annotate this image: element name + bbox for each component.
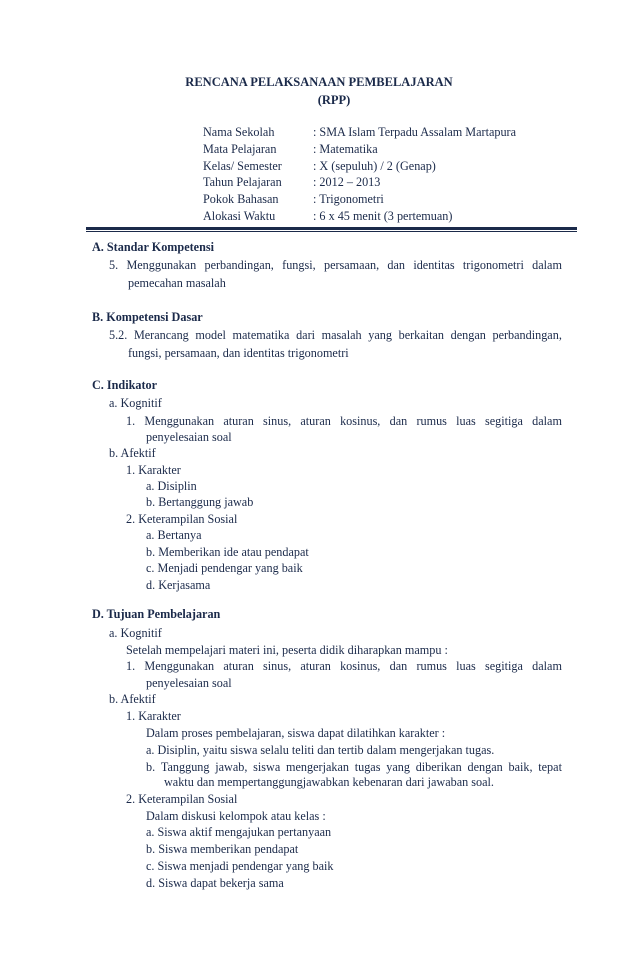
body-line: 2. Keterampilan Sosial xyxy=(126,512,238,526)
body-line: penyelesaian soal xyxy=(146,676,232,690)
body-line: a. Bertanya xyxy=(146,528,202,542)
section-heading: B. Kompetensi Dasar xyxy=(92,310,203,324)
word: Menggunakan xyxy=(126,258,197,272)
body-line: c. Menjadi pendengar yang baik xyxy=(146,561,303,575)
word: Merancang xyxy=(133,328,189,342)
word: dalam xyxy=(532,414,562,428)
word: aturan xyxy=(300,414,331,428)
word: berkaitan xyxy=(398,328,444,342)
info-row xyxy=(203,174,516,191)
body-line: a. Disiplin xyxy=(146,479,197,493)
document-title: RENCANA PELAKSANAAN PEMBELAJARAN xyxy=(185,75,453,89)
info-label: Pokok Bahasan xyxy=(203,192,279,207)
word: dan xyxy=(387,258,406,272)
word: model xyxy=(195,328,226,342)
body-line: a. Kognitif xyxy=(109,396,162,410)
body-line: b. Memberikan ide atau pendapat xyxy=(146,545,309,559)
body-line: fungsi, persamaan, dan identitas trigonometri xyxy=(128,346,349,360)
body-line: Dalam proses pembelajaran, siswa dapat dilatihkan karakter : xyxy=(146,726,446,740)
body-line xyxy=(126,658,562,674)
word: luas xyxy=(456,659,476,673)
body-line: pemecahan masalah xyxy=(128,276,226,290)
word: masalah xyxy=(321,328,362,342)
body-line: Setelah mempelajari materi ini, peserta didik diharapkan mampu : xyxy=(126,643,448,657)
body-line: d. Siswa dapat bekerja sama xyxy=(146,876,284,890)
word: perbandingan, xyxy=(492,328,562,342)
word: yang xyxy=(368,328,392,342)
body-line: a. Disiplin, yaitu siswa selalu teliti dan tertib dalam mengerjakan tugas. xyxy=(146,743,495,757)
body-line: b. Bertanggung jawab xyxy=(146,495,254,509)
body-line: b. Afektif xyxy=(109,446,156,460)
word: 1. xyxy=(126,414,136,428)
word: tugas xyxy=(354,760,381,774)
info-label: Tahun Pelajaran xyxy=(203,175,282,190)
header-divider-thick xyxy=(86,227,577,230)
word: dalam xyxy=(532,258,562,272)
info-label: Alokasi Waktu xyxy=(203,208,276,223)
word: 1. xyxy=(126,659,136,673)
word: segitiga xyxy=(485,659,523,673)
info-value: : X (sepuluh) / 2 (Genap) xyxy=(313,158,436,173)
word: persamaan, xyxy=(323,258,380,272)
word: matematika xyxy=(232,328,290,342)
word: diberikan xyxy=(415,760,462,774)
word: 5. xyxy=(109,258,119,272)
word: kosinus, xyxy=(340,414,381,428)
word: sinus, xyxy=(263,659,292,673)
body-line: 1. Karakter xyxy=(126,709,181,723)
body-line xyxy=(146,759,562,775)
info-table xyxy=(203,124,516,225)
body-line: 2. Keterampilan Sosial xyxy=(126,792,238,806)
body-line: a. Kognitif xyxy=(109,626,162,640)
body-line: 1. Karakter xyxy=(126,463,181,477)
word: siswa xyxy=(253,760,281,774)
info-label: Kelas/ Semester xyxy=(203,158,282,173)
info-label: Nama Sekolah xyxy=(203,125,275,139)
body-line xyxy=(126,413,562,429)
word: b. xyxy=(146,760,156,774)
word: sinus, xyxy=(263,414,292,428)
word: identitas xyxy=(413,258,455,272)
body-line: penyelesaian soal xyxy=(146,430,232,444)
word: aturan xyxy=(223,414,254,428)
word: Menggunakan xyxy=(144,414,215,428)
word: dengan xyxy=(450,328,486,342)
word: Tanggung xyxy=(160,760,210,774)
info-row xyxy=(203,208,516,225)
word: baik, xyxy=(508,760,533,774)
info-row xyxy=(203,124,516,141)
word: dan xyxy=(389,659,408,673)
word: yang xyxy=(386,760,410,774)
word: Menggunakan xyxy=(144,659,215,673)
info-value: : Matematika xyxy=(313,141,378,156)
info-row xyxy=(203,191,516,208)
body-line: d. Kerjasama xyxy=(146,578,211,592)
word: fungsi, xyxy=(282,258,316,272)
body-line: Dalam diskusi kelompok atau kelas : xyxy=(146,809,326,823)
body-line: a. Siswa aktif mengajukan pertanyaan xyxy=(146,825,332,839)
word: tepat xyxy=(538,760,562,774)
section-heading: C. Indikator xyxy=(92,378,158,392)
word: aturan xyxy=(300,659,331,673)
word: luas xyxy=(456,414,476,428)
word: rumus xyxy=(416,414,447,428)
word: 5.2. xyxy=(109,328,128,342)
word: jawab, xyxy=(215,760,248,774)
info-label: Mata Pelajaran xyxy=(203,141,277,156)
body-line: waktu dan mempertanggungjawabkan kebenaran dari jawaban soal. xyxy=(164,775,494,789)
word: trigonometri xyxy=(462,258,524,272)
word: perbandingan, xyxy=(204,258,274,272)
info-value: : 6 x 45 menit (3 pertemuan) xyxy=(313,208,453,223)
info-row xyxy=(203,141,516,158)
info-value: : Trigonometri xyxy=(313,192,384,207)
word: dari xyxy=(296,328,316,342)
word: mengerjakan xyxy=(286,760,349,774)
word: aturan xyxy=(223,659,254,673)
section-heading: D. Tujuan Pembelajaran xyxy=(92,607,221,621)
word: kosinus, xyxy=(340,659,381,673)
body-line: b. Afektif xyxy=(109,692,156,706)
word: dan xyxy=(389,414,408,428)
info-value: : SMA Islam Terpadu Assalam Martapura xyxy=(313,125,517,139)
body-line xyxy=(109,327,562,343)
body-line xyxy=(109,257,562,273)
word: segitiga xyxy=(485,414,523,428)
word: dalam xyxy=(532,659,562,673)
body-line: b. Siswa memberikan pendapat xyxy=(146,842,299,856)
document-subtitle: (RPP) xyxy=(317,93,351,107)
body-line: c. Siswa menjadi pendengar yang baik xyxy=(146,859,334,873)
section-heading: A. Standar Kompetensi xyxy=(92,240,214,254)
word: rumus xyxy=(416,659,447,673)
header-divider-thin xyxy=(86,231,577,232)
info-row xyxy=(203,158,516,175)
info-value: : 2012 – 2013 xyxy=(313,175,381,190)
word: dengan xyxy=(467,760,503,774)
